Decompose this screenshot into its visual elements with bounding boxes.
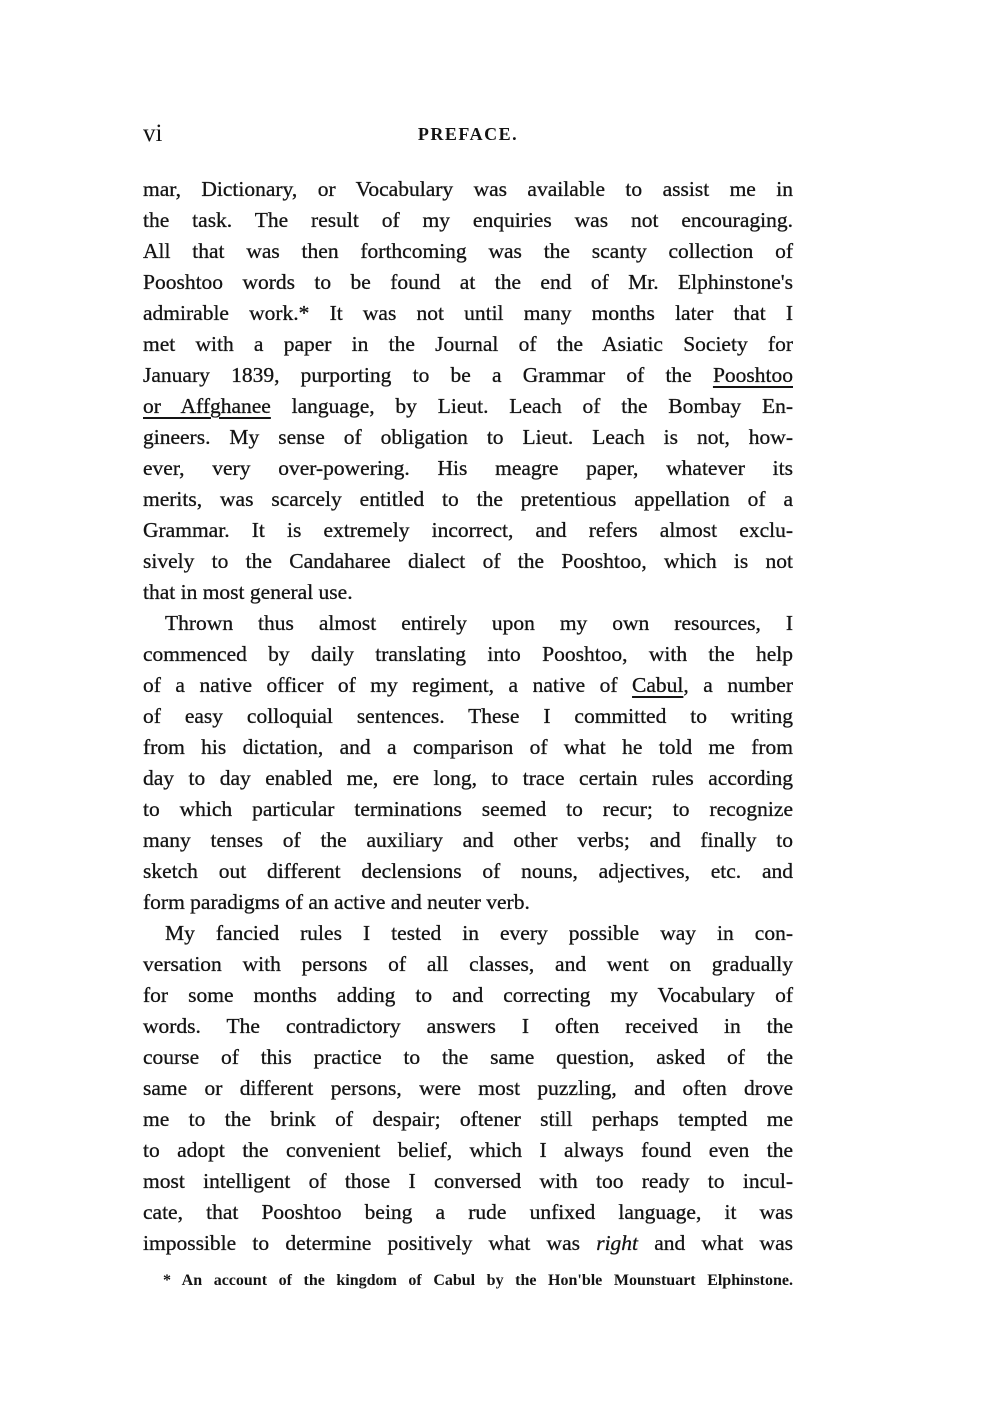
text-line: Grammar. It is extremely incorrect, and refers almost exclu- [143, 518, 793, 542]
underlined-text: Cabul [632, 673, 684, 697]
text-line: that in most general use. [143, 580, 353, 604]
text-line: most intelligent of those I conversed with too ready to incul- [143, 1169, 793, 1193]
text-segment: commenced by daily translating into Pooshtoo, with the help [143, 642, 793, 666]
page-number: vi [143, 120, 163, 147]
text-line: from his dictation, and a comparison of what he told me from [143, 735, 793, 759]
running-head: PREFACE. [417, 124, 519, 144]
text-segment: language, by Lieut. Leach of the Bombay En- [270, 394, 794, 418]
text-line: day to day enabled me, ere long, to trace certain rules according [143, 766, 793, 790]
page-body [143, 174, 793, 1259]
text-line: me to the brink of despair; oftener still perhaps tempted me [143, 1107, 793, 1131]
text-line: to which particular terminations seemed to recur; to recognize [143, 797, 793, 821]
text-line: to adopt the convenient belief, which I always found even the [143, 1138, 793, 1162]
text-line: gineers. My sense of obligation to Lieut. Leach is not, how- [143, 425, 793, 449]
text-line [143, 391, 793, 422]
text-line: versation with persons of all classes, and went on gradually [143, 952, 793, 976]
text-line: words. The contradictory answers I often received in the [143, 1014, 793, 1038]
paragraph [143, 174, 793, 608]
text-line: same or different persons, were most puzzling, and often drove [143, 1076, 793, 1100]
text-line [143, 670, 793, 701]
text-line [143, 1228, 793, 1259]
text-line: Pooshtoo words to be found at the end of Mr. Elphinstone's [143, 270, 793, 294]
text-line [143, 360, 793, 391]
text-segment: and what was [638, 1231, 793, 1255]
text-line: mar, Dictionary, or Vocabulary was available to assist me in [143, 177, 793, 201]
text-line: many tenses of the auxiliary and other verbs; and finally to [143, 828, 793, 852]
text-line: for some months adding to and correcting my Vocabulary of [143, 983, 793, 1007]
paragraph [143, 918, 793, 1259]
text-line: admirable work.* It was not until many months later that I [143, 301, 793, 325]
underlined-text: or Affghanee [143, 394, 271, 418]
text-segment: impossible to determine positively what was [143, 1231, 597, 1255]
text-line: course of this practice to the same question, asked of the [143, 1045, 793, 1069]
text-line: sively to the Candaharee dialect of the Pooshtoo, which is not [143, 549, 793, 573]
text-line: merits, was scarcely entitled to the pretentious appellation of a [143, 487, 793, 511]
page-header [143, 120, 793, 154]
text-line: form paradigms of an active and neuter verb. [143, 890, 530, 914]
text-segment: , a number [683, 673, 793, 697]
text-segment: of a native officer of my regiment, a native of [143, 673, 633, 697]
text-line: the task. The result of my enquiries was not encouraging. [143, 208, 793, 232]
italic-text: right [596, 1231, 639, 1255]
paragraph [143, 608, 793, 918]
text-line: sketch out different declensions of nouns, adjectives, etc. and [143, 859, 793, 883]
underlined-text: Pooshtoo [712, 363, 793, 387]
text-line: of easy colloquial sentences. These I committed to writing [143, 704, 793, 728]
text-line: My fancied rules I tested in every possible way in con- [165, 921, 793, 945]
text-line: cate, that Pooshtoo being a rude unfixed language, it was [143, 1200, 793, 1224]
text-line: Thrown thus almost entirely upon my own resources, I [165, 611, 793, 635]
text-line: ever, very over-powering. His meagre paper, whatever its [143, 456, 793, 480]
text-line [143, 639, 793, 670]
text-segment: January 1839, purporting to be a Grammar of the [143, 363, 713, 387]
text-line: All that was then forthcoming was the scanty collection of [143, 239, 793, 263]
footnote: * An account of the kingdom of Cabul by the Hon'ble Mounstuart Elphinstone. [163, 1272, 793, 1289]
text-line: met with a paper in the Journal of the Asiatic Society for [143, 332, 793, 356]
